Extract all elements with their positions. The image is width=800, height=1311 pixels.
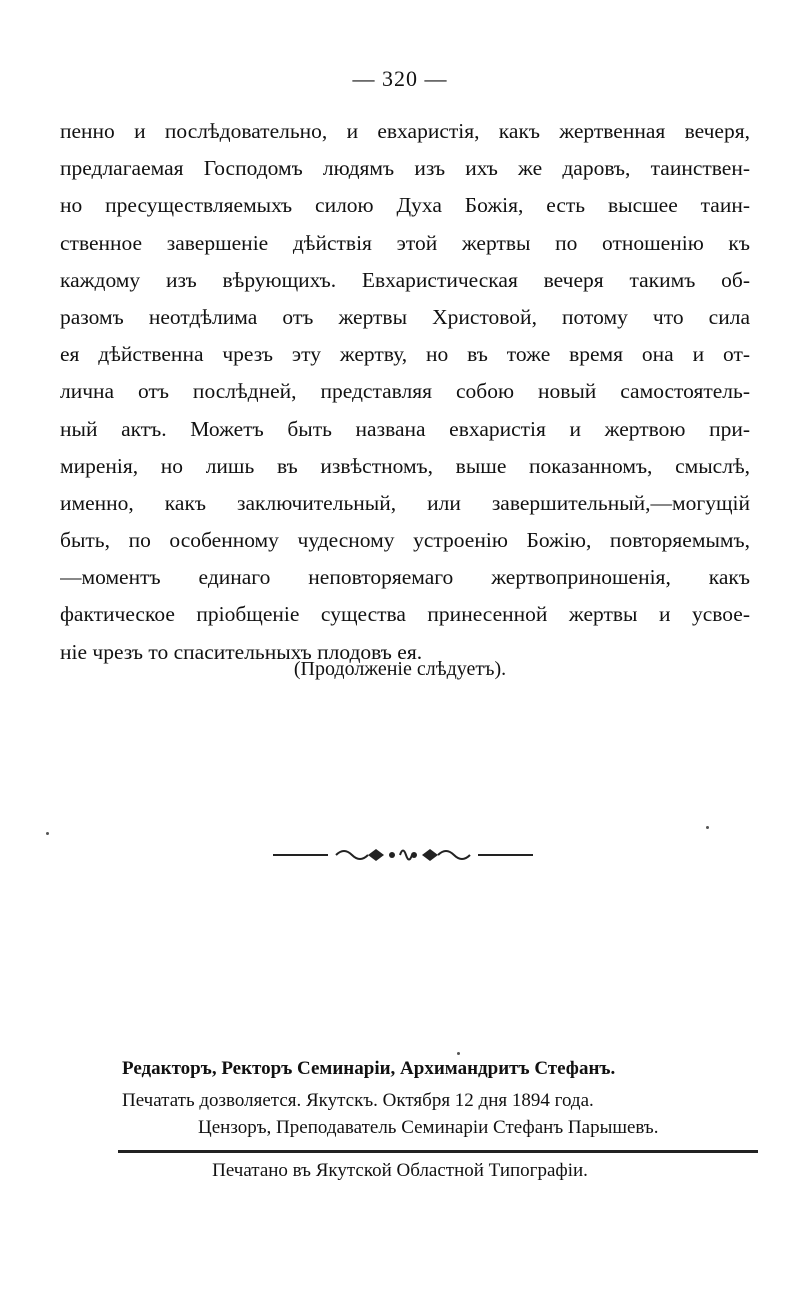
body-text bbox=[60, 113, 750, 671]
text-line: но пресуществляемыхъ силою Духа Божія, есть высшее таин- bbox=[60, 193, 750, 218]
editor-line: Редакторъ, Ректоръ Семинаріи, Архимандритъ Стефанъ. bbox=[122, 1058, 616, 1079]
speck bbox=[706, 826, 709, 829]
continued-note: (Продолженіе слѣдуетъ). bbox=[293, 658, 507, 680]
decorative-divider-icon bbox=[268, 842, 538, 868]
printer-line: Печатано въ Якутской Областной Типографіи. bbox=[212, 1160, 588, 1181]
text-line: —моментъ единаго неповторяемаго жертвоприношенія, какъ bbox=[60, 565, 750, 590]
divider-rule bbox=[118, 1150, 758, 1153]
text-line: именно, какъ заключительный, или завершительный,—могущій bbox=[60, 490, 750, 515]
text-line: разомъ неотдѣлима отъ жертвы Христовой, потому что сила bbox=[60, 304, 750, 329]
text-line: ніе чрезъ то спасительныхъ плодовъ ея. bbox=[60, 639, 423, 664]
text-line: ственное завершеніе дѣйствія этой жертвы по отношенію къ bbox=[60, 230, 750, 255]
censor-line: Цензоръ, Преподаватель Семинаріи Стефанъ Парышевъ. bbox=[198, 1117, 659, 1138]
text-line: лична отъ послѣдней, представляя собою новый самостоятель- bbox=[60, 379, 750, 404]
text-line: миренія, но лишь въ извѣстномъ, выше показанномъ, смыслѣ, bbox=[60, 453, 750, 478]
text-line: фактическое пріобщеніе существа принесенной жертвы и усвое- bbox=[60, 602, 750, 627]
text-line: ный актъ. Можетъ быть названа евхаристія и жертвою при- bbox=[60, 416, 750, 441]
speck bbox=[457, 1052, 460, 1055]
text-line: ея дѣйственна чрезъ эту жертву, но въ тоже время она и от- bbox=[60, 342, 750, 367]
permission-line: Печатать дозволяется. Якутскъ. Октября 12 дня 1894 года. bbox=[122, 1090, 594, 1111]
text-line: быть, по особенному чудесному устроенію Божію, повторяемымъ, bbox=[60, 528, 750, 553]
text-line: предлагаемая Господомъ людямъ изъ ихъ же даровъ, таинствен- bbox=[60, 156, 750, 181]
speck bbox=[46, 832, 49, 835]
page-number: — 320 — bbox=[352, 66, 448, 91]
text-line: каждому изъ вѣрующихъ. Евхаристическая вечеря такимъ об- bbox=[60, 267, 750, 292]
text-line: пенно и послѣдовательно, и евхаристія, какъ жертвенная вечеря, bbox=[60, 119, 750, 143]
